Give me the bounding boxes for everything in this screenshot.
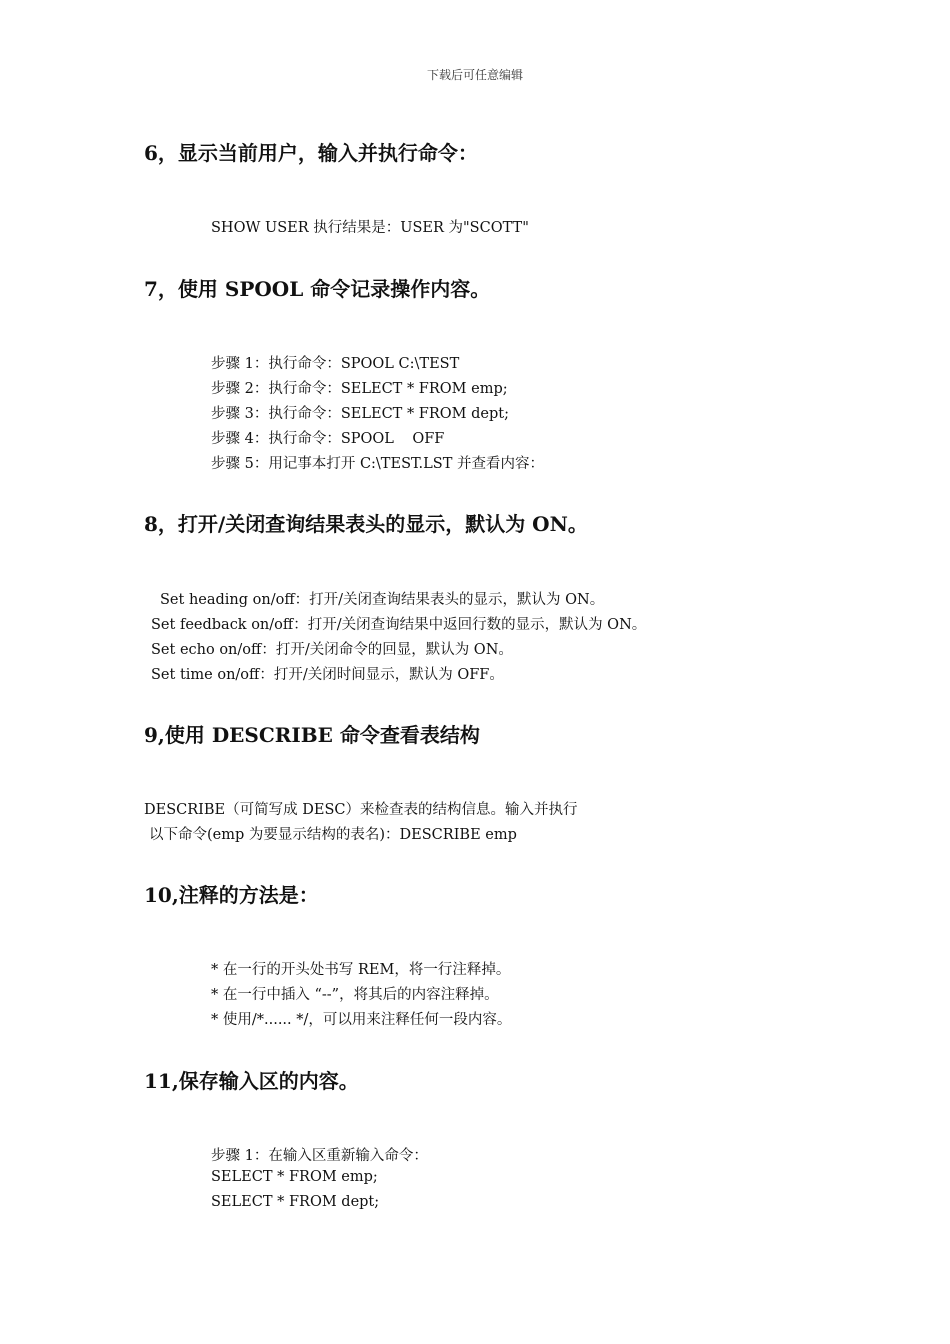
section-7-line-5: 步骤 5：用记事本打开 C:\TEST.LST 并查看内容： bbox=[211, 456, 544, 472]
section-11-line-2: SELECT * FROM emp; bbox=[211, 1169, 378, 1185]
section-8-line-3: Set echo on/off：打开/关闭命令的回显，默认为 ON。 bbox=[151, 642, 513, 658]
section-11-line-1: 步骤 1：在输入区重新输入命令： bbox=[211, 1148, 428, 1164]
section-heading-8: 8，打开/关闭查询结果表头的显示，默认为 ON。 bbox=[144, 512, 588, 536]
section-7-line-1: 步骤 1：执行命令：SPOOL C:\TEST bbox=[211, 356, 460, 372]
page-header: 下载后可任意编辑 bbox=[426, 68, 523, 82]
section-11-line-3: SELECT * FROM dept; bbox=[211, 1194, 380, 1210]
section-7-line-2: 步骤 2：执行命令：SELECT * FROM emp; bbox=[211, 381, 508, 397]
section-heading-9: 9,使用 DESCRIBE 命令查看表结构 bbox=[144, 723, 480, 747]
section-heading-10: 10,注释的方法是： bbox=[144, 883, 319, 907]
section-10-line-3: * 使用/*...... */，可以用来注释任何一段内容。 bbox=[211, 1012, 512, 1028]
section-heading-11: 11,保存输入区的内容。 bbox=[144, 1069, 359, 1093]
section-7-line-4: 步骤 4：执行命令：SPOOL OFF bbox=[211, 431, 445, 447]
section-6-line-1: SHOW USER 执行结果是：USER 为"SCOTT" bbox=[211, 220, 529, 236]
section-10-line-2: * 在一行中插入 “--”，将其后的内容注释掉。 bbox=[211, 987, 499, 1003]
section-heading-6: 6，显示当前用户，输入并执行命令： bbox=[144, 141, 478, 165]
section-9-line-2: 以下命令(emp 为要显示结构的表名)：DESCRIBE emp bbox=[149, 827, 517, 843]
section-7-line-3: 步骤 3：执行命令：SELECT * FROM dept; bbox=[211, 406, 509, 422]
section-10-line-1: * 在一行的开头处书写 REM，将一行注释掉。 bbox=[211, 962, 511, 978]
section-9-line-1: DESCRIBE（可简写成 DESC）来检查表的结构信息。输入并执行 bbox=[144, 802, 578, 818]
section-8-line-2: Set feedback on/off：打开/关闭查询结果中返回行数的显示，默认为 ON。 bbox=[151, 617, 647, 633]
section-8-line-1: Set heading on/off：打开/关闭查询结果表头的显示，默认为 ON。 bbox=[160, 592, 605, 608]
section-heading-7: 7，使用 SPOOL 命令记录操作内容。 bbox=[144, 277, 491, 301]
section-8-line-4: Set time on/off：打开/关闭时间显示，默认为 OFF。 bbox=[151, 667, 504, 683]
